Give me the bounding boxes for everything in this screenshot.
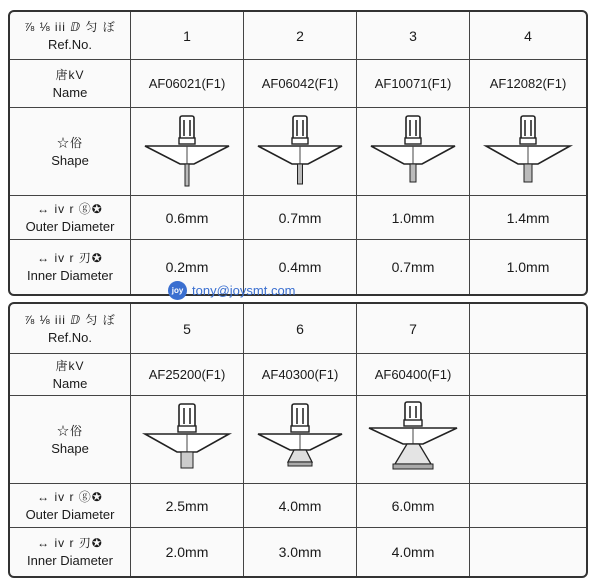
name-cell: AF06021(F1)	[131, 60, 244, 108]
shape-cell	[357, 396, 470, 484]
shape-cell	[470, 108, 586, 196]
ref-cell: 3	[357, 12, 470, 60]
shape-cell	[131, 108, 244, 196]
inner-diameter-cell: 2.0mm	[131, 528, 244, 576]
name-header: 唐kV Name	[10, 60, 131, 108]
shape-cell	[357, 108, 470, 196]
name-cell: AF60400(F1)	[357, 354, 470, 396]
nozzle-table-2	[8, 302, 588, 578]
inner-diameter-cell: 0.2mm	[131, 240, 244, 294]
empty-cell	[470, 354, 586, 396]
inner-diameter-cell: 1.0mm	[506, 259, 550, 275]
inner-diameter-header: ↔ iv r 刃✪ Inner Diameter	[10, 240, 131, 294]
inner-diameter-cell: 0.4mm	[244, 240, 357, 294]
inner-diameter-cell: 3.0mm	[244, 528, 357, 576]
ref-cell: 5	[131, 304, 244, 354]
joysmt-logo-icon: joy	[168, 281, 187, 300]
shape-header: ☆俗 Shape	[10, 108, 131, 196]
shape-header: ☆俗 Shape	[10, 396, 131, 484]
inner-diameter-header: ↔ iv r 刃✪ Inner Diameter	[10, 528, 131, 576]
shape-cell	[131, 396, 244, 484]
name-cell: AF12082(F1)	[470, 60, 586, 108]
name-cell: AF10071(F1)	[357, 60, 470, 108]
watermark-email[interactable]: tony@joysmt.com	[192, 283, 296, 298]
outer-diameter-cell: 1.4mm	[470, 196, 586, 240]
shape-cell	[244, 396, 357, 484]
inner-diameter-cell: 0.7mm	[357, 240, 470, 294]
nozzle-table-1	[8, 10, 588, 296]
empty-cell	[470, 528, 586, 576]
name-cell: AF25200(F1)	[131, 354, 244, 396]
watermark	[168, 281, 296, 300]
ref-header: ⅞ ⅛ iii ⅅ 匀 ぼ Ref.No.	[10, 12, 131, 60]
outer-diameter-cell: 0.6mm	[131, 196, 244, 240]
outer-diameter-header: ↔ iv r ⓖ✪ Outer Diameter	[10, 484, 131, 528]
name-cell: AF06042(F1)	[244, 60, 357, 108]
empty-cell	[470, 304, 586, 354]
nozzle-tip-small-icon	[252, 112, 348, 192]
empty-cell	[470, 484, 586, 528]
ref-cell: 7	[357, 304, 470, 354]
inner-diameter-cell: 4.0mm	[357, 528, 470, 576]
outer-diameter-cell: 1.0mm	[357, 196, 470, 240]
shape-cell	[244, 108, 357, 196]
ref-cell: 1	[131, 12, 244, 60]
outer-diameter-cell: 0.7mm	[244, 196, 357, 240]
outer-diameter-cell: 4.0mm	[244, 484, 357, 528]
outer-diameter-cell: 6.0mm	[357, 484, 470, 528]
empty-cell	[470, 396, 586, 484]
ref-cell: 4	[470, 12, 586, 60]
nozzle-tip-small-icon	[365, 112, 461, 192]
ref-header: ⅞ ⅛ iii ⅅ 匀 ぼ Ref.No.	[10, 304, 131, 354]
nozzle-tip-xlarge-icon	[365, 400, 461, 480]
ref-cell: 6	[244, 304, 357, 354]
outer-diameter-header: ↔ iv r ⓖ✪ Outer Diameter	[10, 196, 131, 240]
nozzle-tip-medium-icon	[139, 400, 235, 480]
name-cell: AF40300(F1)	[244, 354, 357, 396]
outer-diameter-cell: 2.5mm	[131, 484, 244, 528]
name-header: 唐kV Name	[10, 354, 131, 396]
nozzle-tip-large-icon	[252, 400, 348, 480]
nozzle-tip-small-icon	[139, 112, 235, 192]
nozzle-tip-small-icon	[480, 112, 576, 192]
ref-cell: 2	[244, 12, 357, 60]
